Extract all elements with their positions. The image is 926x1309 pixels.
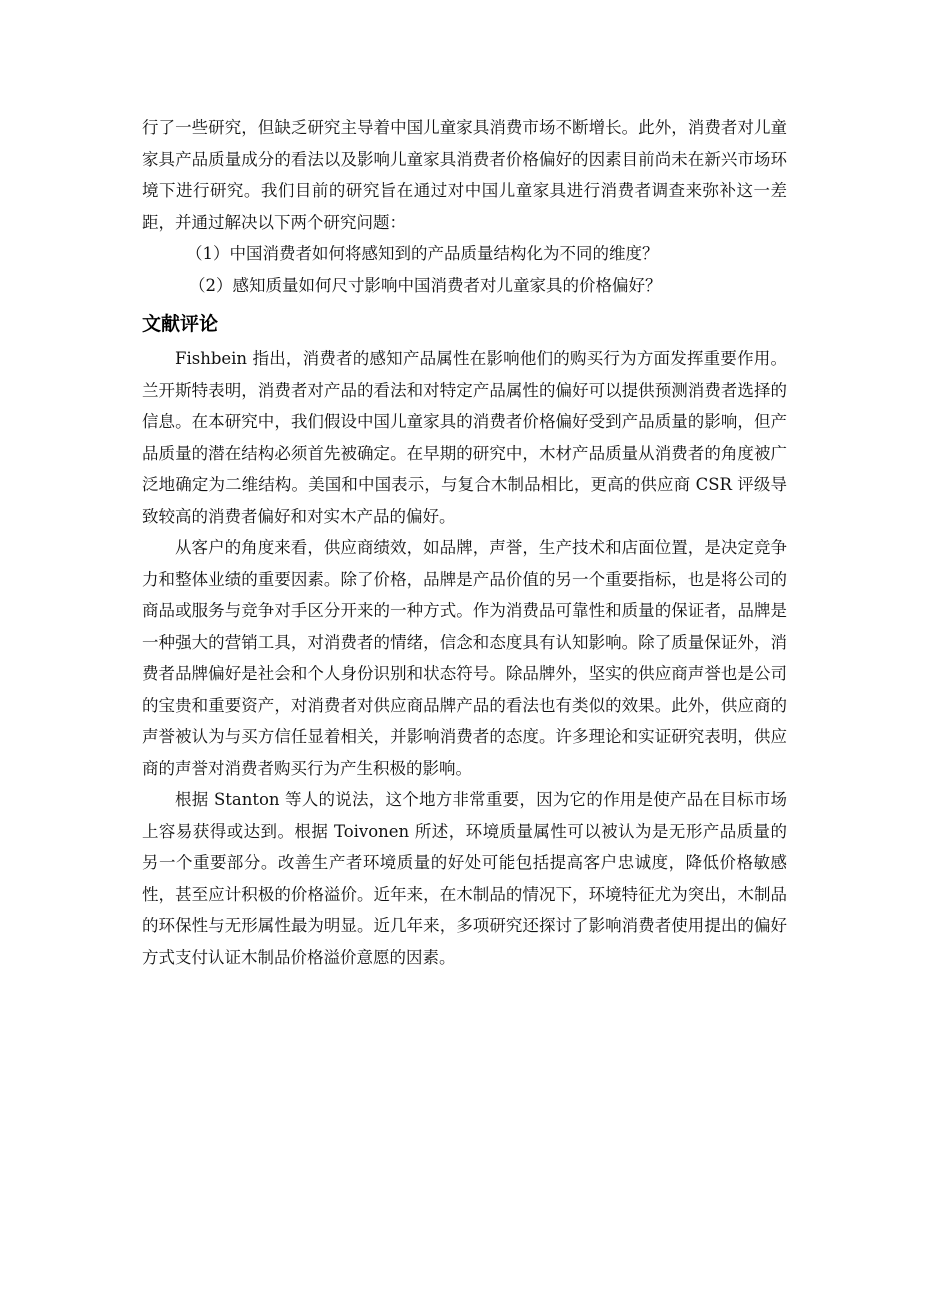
research-question-list bbox=[142, 238, 787, 301]
paragraph-stanton: 根据 Stanton 等人的说法，这个地方非常重要，因为它的作用是使产品在目标市场上容易获得或达到。根据 Toivonen 所述，环境质量属性可以被认为是无形产品质量的另一个重要部分。改善生产者环境质量的好处可能包括提高客户忠诚度，降低价格敏感性，甚至应计积极的价格溢价。近年来，在木制品的情况下，环境特征尤为突出，木制品的环保性与无形属性最为明显。近几年来，多项研究还探讨了影响消费者使用提出的偏好方式支付认证木制品价格溢价意愿的因素。 bbox=[142, 790, 787, 967]
intro-paragraph: 行了一些研究，但缺乏研究主导着中国儿童家具消费市场不断增长。此外，消费者对儿童家具产品质量成分的看法以及影响儿童家具消费者价格偏好的因素目前尚未在新兴市场环境下进行研究。我们目前的研究旨在通过对中国儿童家具进行消费者调查来弥补这一差距，并通过解决以下两个研究问题： bbox=[142, 118, 787, 232]
section-heading: 文献评论 bbox=[142, 313, 219, 335]
document-page bbox=[142, 112, 787, 973]
paragraph-fishbein: Fishbein 指出，消费者的感知产品属性在影响他们的购买行为方面发挥重要作用。兰开斯特表明，消费者对产品的看法和对特定产品属性的偏好可以提供预测消费者选择的信息。在本研究中，我们假设中国儿童家具的消费者价格偏好受到产品质量的影响，但产品质量的潜在结构必须首先被确定。在早期的研究中，木材产品质量从消费者的角度被广泛地确定为二维结构。美国和中国表示，与复合木制品相比，更高的供应商 CSR 评级导致较高的消费者偏好和对实木产品的偏好。 bbox=[142, 349, 787, 526]
research-question-1: （1）中国消费者如何将感知到的产品质量结构化为不同的维度？ bbox=[186, 244, 659, 263]
paragraph-supplier-performance: 从客户的角度来看，供应商绩效，如品牌，声誉，生产技术和店面位置，是决定竞争力和整体业绩的重要因素。除了价格，品牌是产品价值的另一个重要指标，也是将公司的商品或服务与竞争对手区分开来的一种方式。作为消费品可靠性和质量的保证者，品牌是一种强大的营销工具，对消费者的情绪，信念和态度具有认知影响。除了质量保证外，消费者品牌偏好是社会和个人身份识别和状态符号。除品牌外，坚实的供应商声誉也是公司的宝贵和重要资产，对消费者对供应商品牌产品的看法也有类似的效果。此外，供应商的声誉被认为与买方信任显着相关，并影响消费者的态度。许多理论和实证研究表明，供应商的声誉对消费者购买行为产生积极的影响。 bbox=[142, 538, 787, 778]
research-question-2: （2）感知质量如何尺寸影响中国消费者对儿童家具的价格偏好？ bbox=[189, 275, 662, 295]
